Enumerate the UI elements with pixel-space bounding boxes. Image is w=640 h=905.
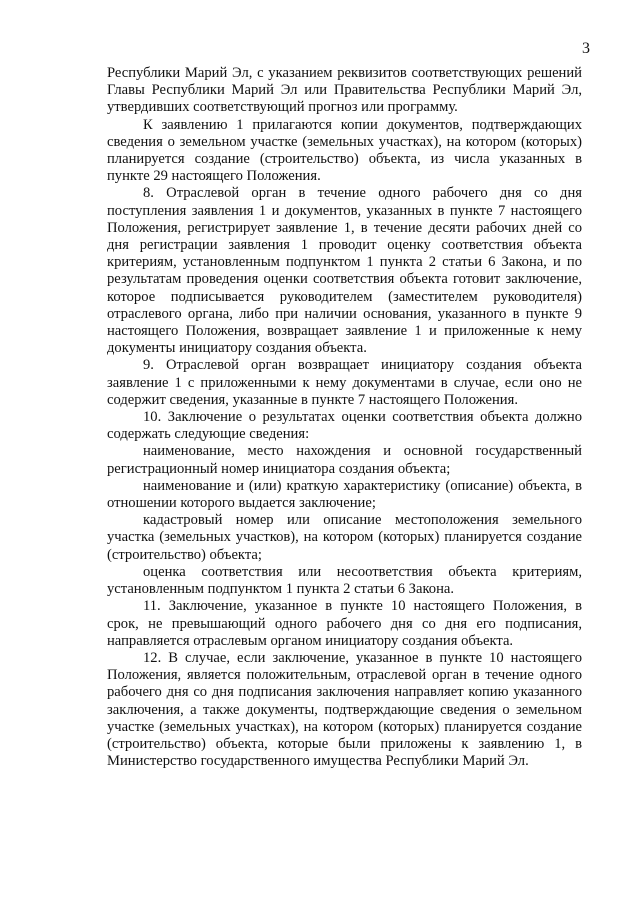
document-body — [107, 65, 582, 770]
paragraph-item-12: 12. В случае, если заключение, указанное в пункте 10 настоящего Положения, является положительным, отраслевой орган в течение одного рабочего дня со дня подписания заключения направляет копию указанного заключения, а также документы, подтверждающие сведения о земельном участке (земельных участках), на котором (которых) планируется создание (строительство) объекта, которые были приложены к заявлению 1, в Министерство государственного имущества Республики Марий Эл. — [107, 649, 582, 770]
page-number: 3 — [582, 40, 590, 57]
paragraph-item-10: 10. Заключение о результатах оценки соответствия объекта должно содержать следующие сведения: — [107, 409, 582, 443]
paragraph-attachments: К заявлению 1 прилагаются копии документов, подтверждающих сведения о земельном участке (земельных участках), на котором (которых) планируется создание (строительство) объекта, из числа указанных в пункте 29 настоящего Положения. — [107, 116, 582, 185]
paragraph-item-10-assessment: оценка соответствия или несоответствия объекта критериям, установленным подпунктом 1 пункта 2 статьи 6 Закона. — [107, 563, 582, 598]
paragraph-item-10-cadastral: кадастровый номер или описание местоположения земельного участка (земельных участков), на котором (которых) планируется создание (строительство) объекта; — [107, 512, 582, 563]
paragraph-item-8: 8. Отраслевой орган в течение одного рабочего дня со дня поступления заявления 1 и документов, указанных в пункте 7 настоящего Положения, регистрирует заявление 1, в течение десяти рабочих дней со дня регистрации заявления 1 проводит оценку соответствия объекта критериям, установленным подпунктом 1 пункта 2 статьи 6 Закона, и по результатам проведения оценки соответствия объекта готовит заключение, которое подписывается руководителем (заместителем руководителя) отраслевого органа, либо при наличии основания, указанного в пункте 9 настоящего Положения, возвращает заявление 1 и приложенные к нему документы инициатору создания объекта. — [107, 185, 582, 357]
paragraph-item-11: 11. Заключение, указанное в пункте 10 настоящего Положения, в срок, не превышающий одного рабочего дня со дня его подписания, направляется отраслевым органом инициатору создания объекта. — [107, 598, 582, 649]
paragraph-item-10-name: наименование, место нахождения и основной государственный регистрационный номер инициатора создания объекта; — [107, 443, 582, 477]
paragraph-continuation: Республики Марий Эл, с указанием реквизитов соответствующих решений Главы Республики Марий Эл или Правительства Республики Марий Эл, утвердивших соответствующий прогноз или программу. — [107, 65, 582, 116]
paragraph-item-10-description: наименование и (или) краткую характеристику (описание) объекта, в отношении которого выдается заключение; — [107, 477, 582, 512]
paragraph-item-9: 9. Отраслевой орган возвращает инициатору создания объекта заявление 1 с приложенными к нему документами в случае, если оно не содержит сведения, указанные в пункте 7 настоящего Положения. — [107, 357, 582, 408]
